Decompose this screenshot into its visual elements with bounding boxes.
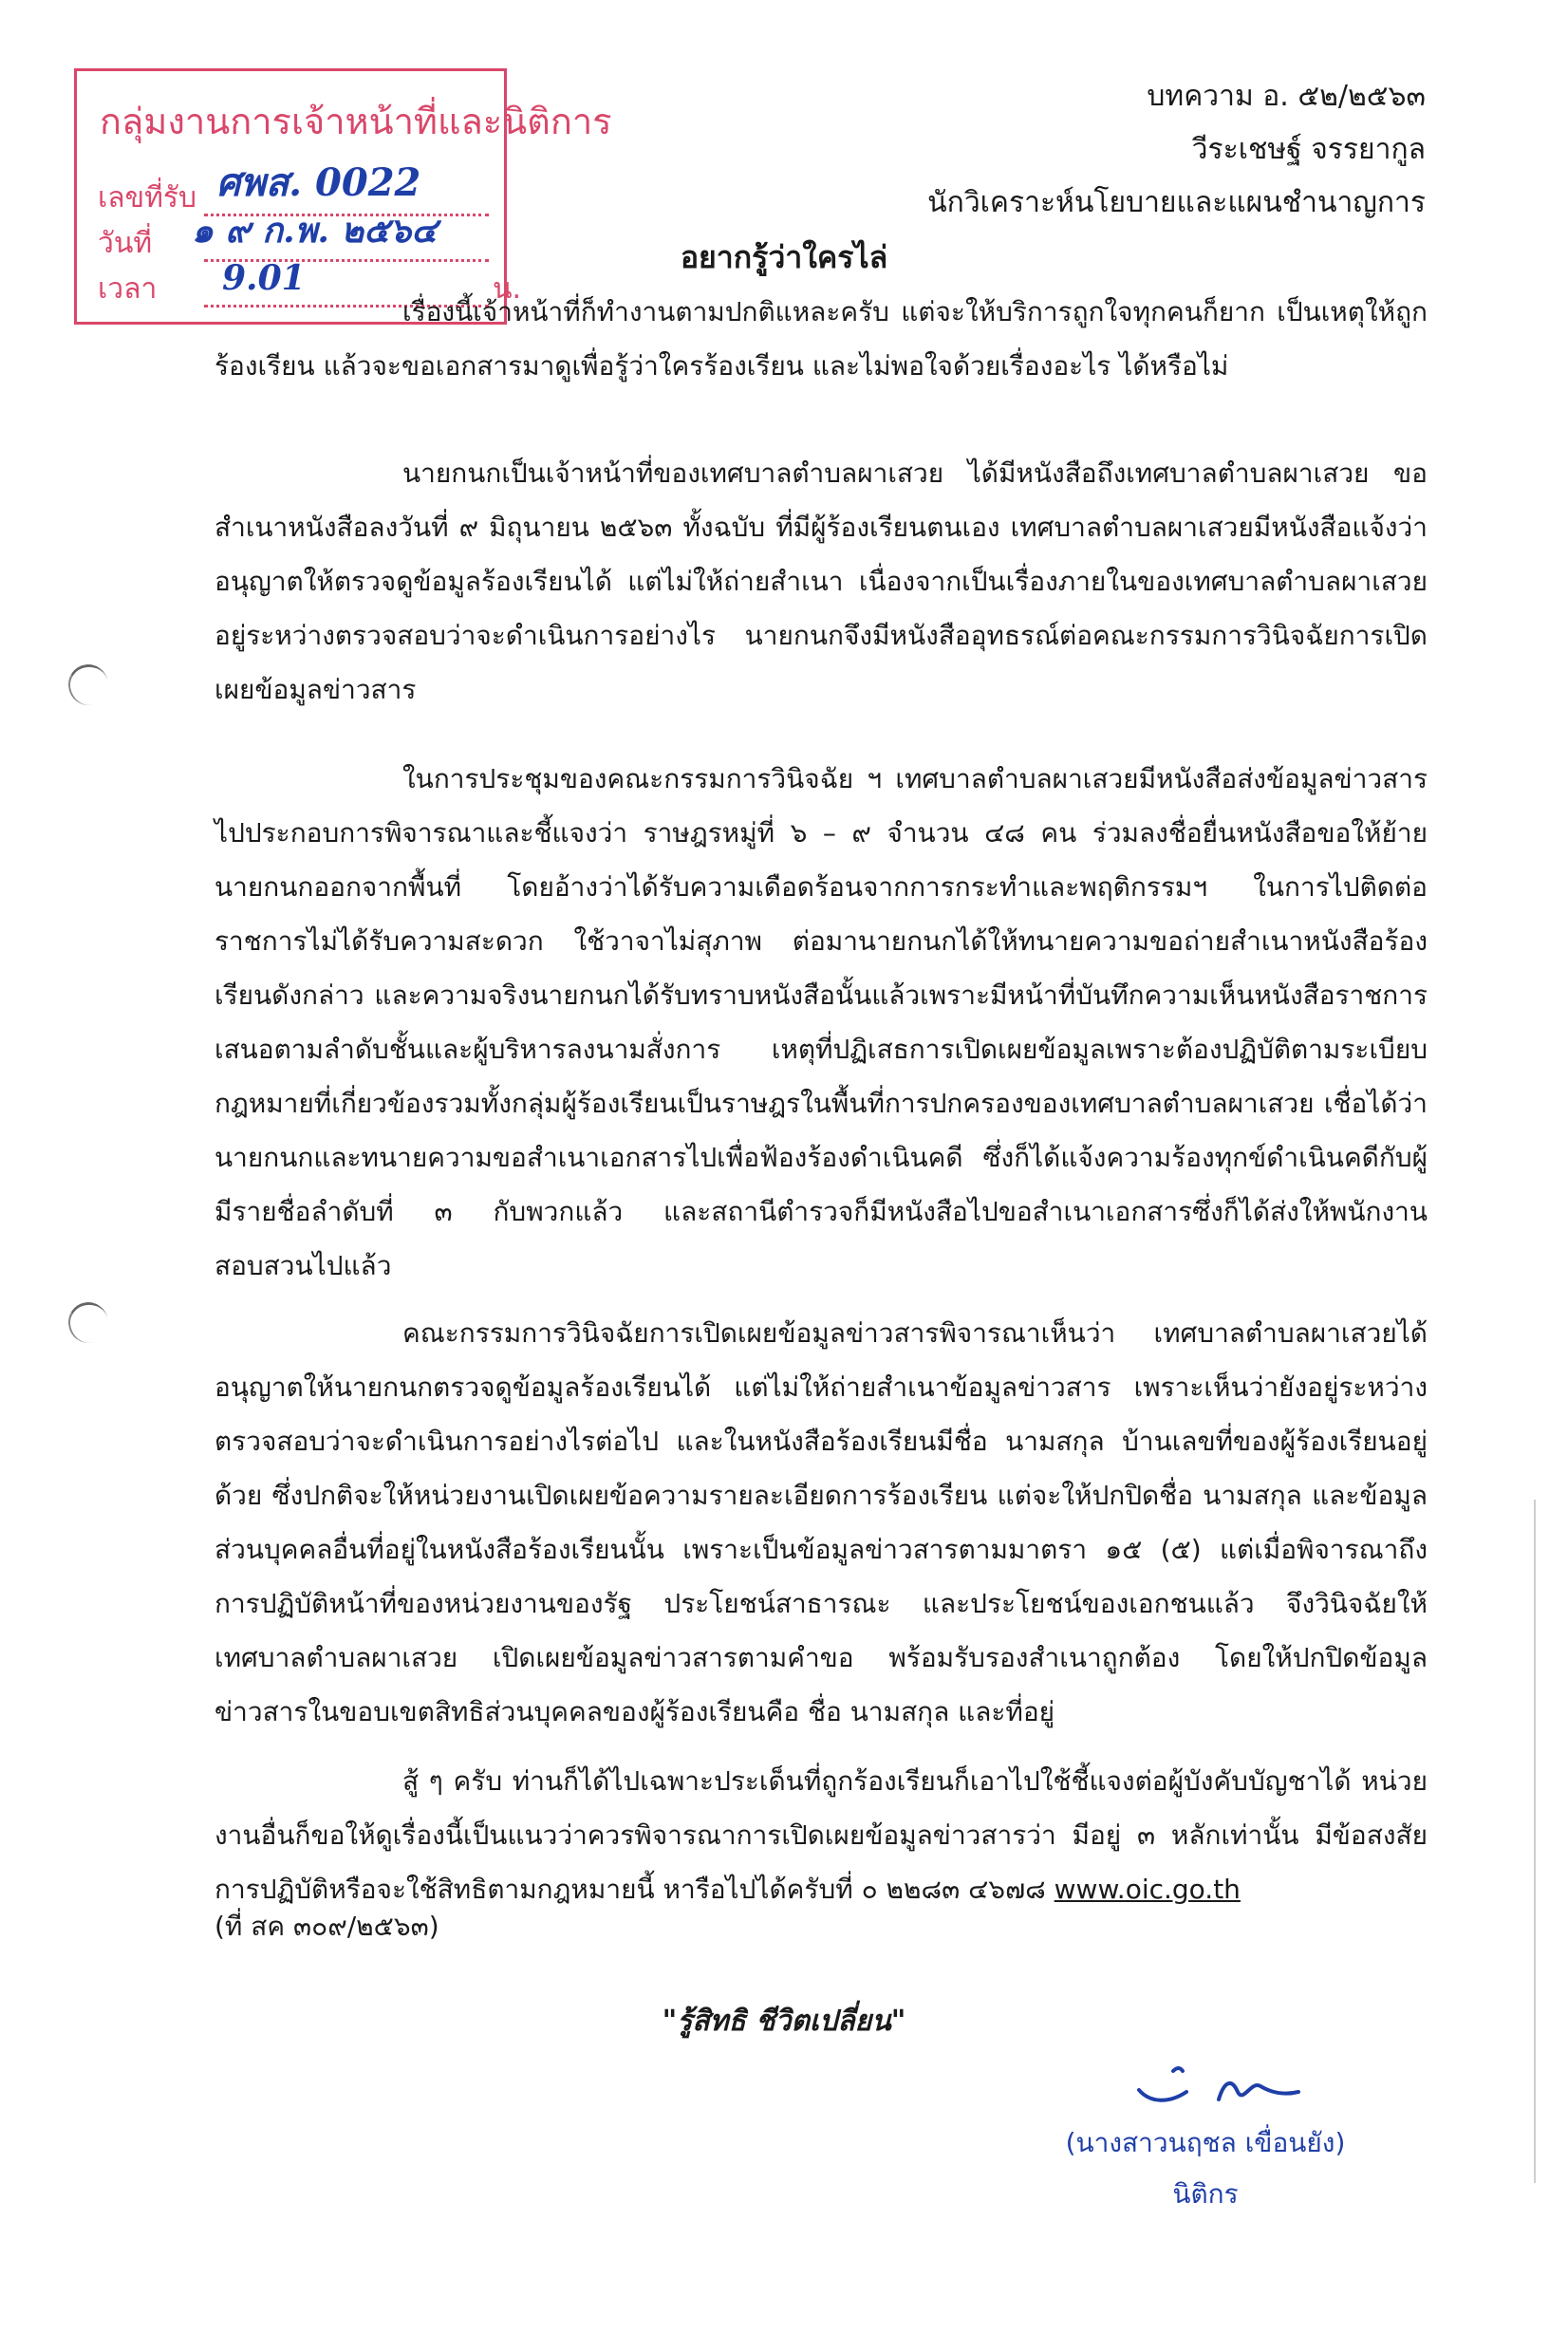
scan-edge-line <box>1534 1500 1536 2183</box>
slogan: "รู้สิทธิ ชีวิตเปลี่ยน" <box>662 2005 906 2038</box>
paragraph-5 <box>215 1754 1428 1916</box>
stamp-date-label: วันที่ <box>98 227 153 260</box>
paragraph-1: เรื่องนี้เจ้าหน้าที่ก็ทำงานตามปกติแหละครับ แต่จะให้บริการถูกใจทุกคนก็ยาก เป็นเหตุให้ถูกร้องเรียน แล้วจะขอเอกสารมาดูเพื่อรู้ว่าใครร้องเรียน และไม่พอใจด้วยเรื่องอะไร ได้หรือไม่ <box>215 296 1428 382</box>
stamp-received-no-label: เลขที่รับ <box>98 181 197 215</box>
handwritten-date: ๑ ๙ ก.พ. ๒๕๖๔ <box>192 211 438 251</box>
signatory-position: นิติกร <box>1172 2178 1239 2210</box>
punch-hole-icon <box>65 662 112 709</box>
handwritten-received-no: ศพส. 0022 <box>216 160 421 205</box>
article-reference: บทความ อ. ๕๒/๒๕๖๓ <box>1147 80 1426 113</box>
author-position: นักวิเคราะห์นโยบายและแผนชำนาญการ <box>927 186 1426 219</box>
author-name: วีระเชษฐ์ จรรยากูล <box>1191 133 1426 166</box>
stamp-received-no-row <box>98 176 196 220</box>
punch-hole-icon <box>65 1299 112 1347</box>
signatory-name: (นางสาวนฤชล เขื่อนยัง) <box>1065 2127 1346 2158</box>
oic-website-link[interactable]: www.oic.go.th <box>1054 1874 1241 1905</box>
paragraph-4: คณะกรรมการวินิจฉัยการเปิดเผยข้อมูลข่าวสารพิจารณาเห็นว่า เทศบาลตำบลผาเสวยได้อนุญาตให้นายกนกตรวจดูข้อมูลร้องเรียนได้ แต่ไม่ให้ถ่ายสำเนาข้อมูลข่าวสาร เพราะเห็นว่ายังอยู่ระหว่างตรวจสอบว่าจะดำเนินการอย่างไรต่อไป และในหนังสือร้องเรียนมีชื่อ นามสกุล บ้านเลขที่ของผู้ร้องเรียนอยู่ด้วย ซึ่งปกติจะให้หน่วยงานเปิดเผยข้อความรายละเอียดการร้องเรียน แต่จะให้ปกปิดชื่อ นามสกุล และข้อมูลส่วนบุคคลอื่นที่อยู่ในหนังสือร้องเรียนนั้น เพราะเป็นข้อมูลข่าวสารตามมาตรา ๑๕ (๕) แต่เมื่อพิจารณาถึงการปฏิบัติหน้าที่ของหน่วยงานของรัฐ ประโยชน์สาธารณะ และประโยชน์ของเอกชนแล้ว จึงวินิจฉัยให้เทศบาลตำบลผาเสวย เปิดเผยข้อมูลข่าวสารตามคำขอ พร้อมรับรองสำเนาถูกต้อง โดยให้ปกปิดข้อมูลข่าวสารในขอบเขตสิทธิส่วนบุคคลของผู้ร้องเรียนคือ ชื่อ นามสกุล และที่อยู่ <box>215 1317 1428 1727</box>
paragraph-3: ในการประชุมของคณะกรรมการวินิจฉัย ฯ เทศบาลตำบลผาเสวยมีหนังสือส่งข้อมูลข่าวสารไปประกอบการพิจารณาและชี้แจงว่า ราษฎรหมู่ที่ ๖ – ๙ จำนวน ๔๘ คน ร่วมลงชื่อยื่นหนังสือขอให้ย้ายนายกนกออกจากพื้นที่ โดยอ้างว่าได้รับความเดือดร้อนจากการกระทำและพฤติกรรมฯ ในการไปติดต่อราชการไม่ได้รับความสะดวก ใช้วาจาไม่สุภาพ ต่อมานายกนกได้ให้ทนายความขอถ่ายสำเนาหนังสือร้องเรียนดังกล่าว และความจริงนายกนกได้รับทราบหนังสือนั้นแล้วเพราะมีหน้าที่บันทึกความเห็นหนังสือราชการเสนอตามลำดับชั้นและผู้บริหารลงนามสั่งการ เหตุที่ปฏิเสธการเปิดเผยข้อมูลเพราะต้องปฏิบัติตามระเบียบ กฎหมายที่เกี่ยวข้องรวมทั้งกลุ่มผู้ร้องเรียนเป็นราษฎรในพื้นที่การปกครองของเทศบาลตำบลผาเสวย เชื่อได้ว่านายกนกและทนายความขอสำเนาเอกสารไปเพื่อฟ้องร้องดำเนินคดี ซึ่งก็ได้แจ้งความร้องทุกข์ดำเนินคดีกับผู้มีรายชื่อลำดับที่ ๓ กับพวกแล้ว และสถานีตำรวจก็มีหนังสือไปขอสำเนาเอกสารซึ่งก็ได้ส่งให้พนักงานสอบสวนไปแล้ว <box>215 763 1428 1281</box>
paragraph-5-text: สู้ ๆ ครับ ท่านก็ได้ไปเฉพาะประเด็นที่ถูกร้องเรียนก็เอาไปใช้ชี้แจงต่อผู้บังคับบัญชาได้ หน่วยงานอื่นก็ขอให้ดูเรื่องนี้เป็นแนวว่าควรพิจารณาการเปิดเผยข้อมูลข่าวสารว่า มีอยู่ ๓ หลักเท่านั้น มีข้อสงสัยการปฏิบัติหรือจะใช้สิทธิตามกฎหมายนี้ หารือไปได้ครับที่ ๐ ๒๒๘๓ ๔๖๗๘ <box>215 1765 1428 1905</box>
signature-mark-icon <box>1131 2058 1312 2115</box>
article-title: อยากรู้ว่าใครไล่ <box>680 239 888 275</box>
paragraph-2: นายกนกเป็นเจ้าหน้าที่ของเทศบาลตำบลผาเสวย ได้มีหนังสือถึงเทศบาลตำบลผาเสวย ขอสำเนาหนังสือลงวันที่ ๙ มิถุนายน ๒๕๖๓ ทั้งฉบับ ที่มีผู้ร้องเรียนตนเอง เทศบาลตำบลผาเสวยมีหนังสือแจ้งว่าอนุญาตให้ตรวจดูข้อมูลร้องเรียนได้ แต่ไม่ให้ถ่ายสำเนา เนื่องจากเป็นเรื่องภายในของเทศบาลตำบลผาเสวย อยู่ระหว่างตรวจสอบว่าจะดำเนินการอย่างไร นายกนกจึงมีหนังสืออุทธรณ์ต่อคณะกรรมการวินิจฉัยการเปิดเผยข้อมูลข่าวสาร <box>215 457 1428 705</box>
stamp-time-label: เวลา <box>98 272 158 306</box>
reference-note: (ที่ สค ๓๐๙/๒๕๖๓) <box>215 1911 439 1942</box>
stamp-time-unit: น. <box>493 272 522 306</box>
stamp-title: กลุ่มงานการเจ้าหน้าที่และนิติการ <box>100 101 612 142</box>
handwritten-time: 9.01 <box>222 258 306 298</box>
